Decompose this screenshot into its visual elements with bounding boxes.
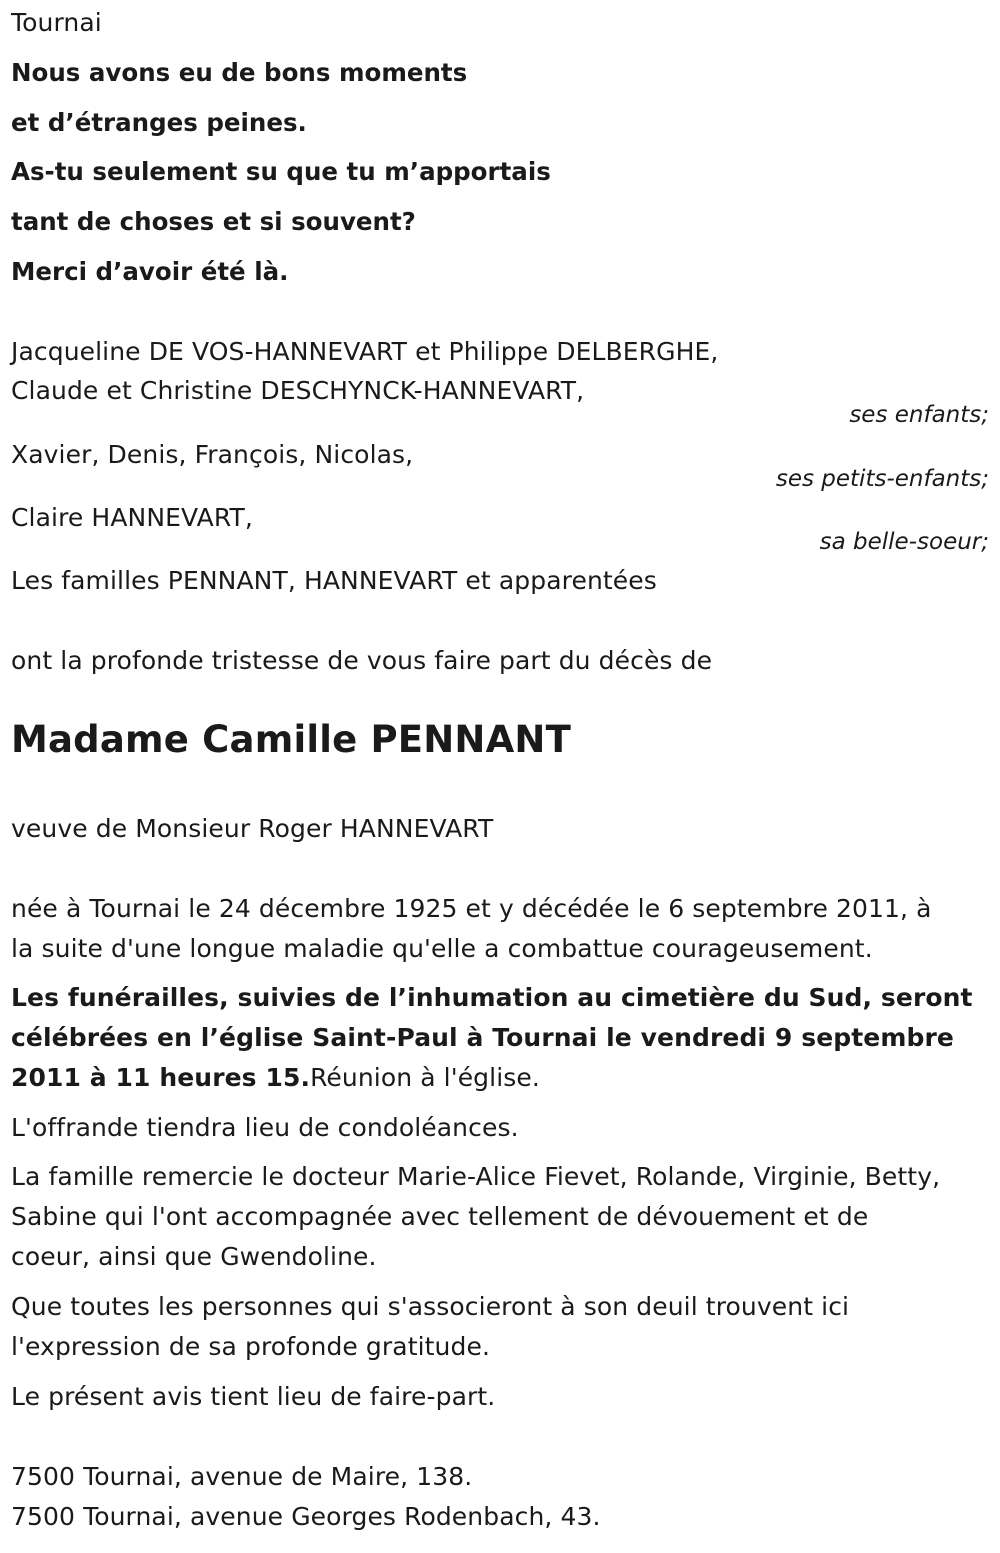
address-line: 7500 Tournai, avenue Georges Rodenbach, 43. (11, 1502, 601, 1531)
paragraph-line: la suite d'une longue maladie qu'elle a combattue courageusement. (11, 934, 873, 963)
poem-line: As-tu seulement su que tu m’apportais (11, 157, 551, 186)
funeral-date-time: 2011 à 11 heures 15. (11, 1063, 311, 1092)
funeral-line: célébrées en l’église Saint-Paul à Tournai le vendredi 9 septembre (11, 1023, 954, 1052)
paragraph-line: née à Tournai le 24 décembre 1925 et y décédée le 6 septembre 2011, à (11, 894, 932, 923)
announcement-text: ont la profonde tristesse de vous faire part du décès de (11, 646, 713, 675)
notice-text: Le présent avis tient lieu de faire-part. (11, 1382, 496, 1411)
deceased-name: Madame Camille PENNANT (11, 718, 572, 761)
children-line: Jacqueline DE VOS-HANNEVART et Philippe DELBERGHE, (11, 337, 719, 366)
funeral-line (11, 1063, 540, 1092)
poem-line: Nous avons eu de bons moments (11, 58, 468, 87)
reunion-text: Réunion à l'église. (310, 1063, 540, 1092)
grandchildren-line: Xavier, Denis, François, Nicolas, (11, 440, 414, 469)
poem-line: et d’étranges peines. (11, 108, 307, 137)
families-line: Les familles PENNANT, HANNEVART et apparentées (11, 566, 657, 595)
sister-in-law-relation: sa belle-soeur; (819, 529, 989, 555)
paragraph-line: l'expression de sa profonde gratitude. (11, 1332, 490, 1361)
address-line: 7500 Tournai, avenue de Maire, 138. (11, 1462, 473, 1491)
paragraph-line: Sabine qui l'ont accompagnée avec tellement de dévouement et de (11, 1202, 869, 1231)
place-heading: Tournai (11, 8, 102, 37)
paragraph-line: Que toutes les personnes qui s'associeront à son deuil trouvent ici (11, 1292, 850, 1321)
funeral-line: Les funérailles, suivies de l’inhumation au cimetière du Sud, seront (11, 983, 973, 1012)
widow-of-text: veuve de Monsieur Roger HANNEVART (11, 814, 494, 843)
children-relation: ses enfants; (849, 402, 989, 428)
grandchildren-relation: ses petits-enfants; (775, 466, 989, 492)
sister-in-law-line: Claire HANNEVART, (11, 503, 253, 532)
offering-text: L'offrande tiendra lieu de condoléances. (11, 1113, 519, 1142)
poem-line: tant de choses et si souvent? (11, 207, 416, 236)
poem-line: Merci d’avoir été là. (11, 257, 289, 286)
children-line: Claude et Christine DESCHYNCK-HANNEVART, (11, 376, 585, 405)
paragraph-line: coeur, ainsi que Gwendoline. (11, 1242, 377, 1271)
paragraph-line: La famille remercie le docteur Marie-Alice Fievet, Rolande, Virginie, Betty, (11, 1162, 941, 1191)
